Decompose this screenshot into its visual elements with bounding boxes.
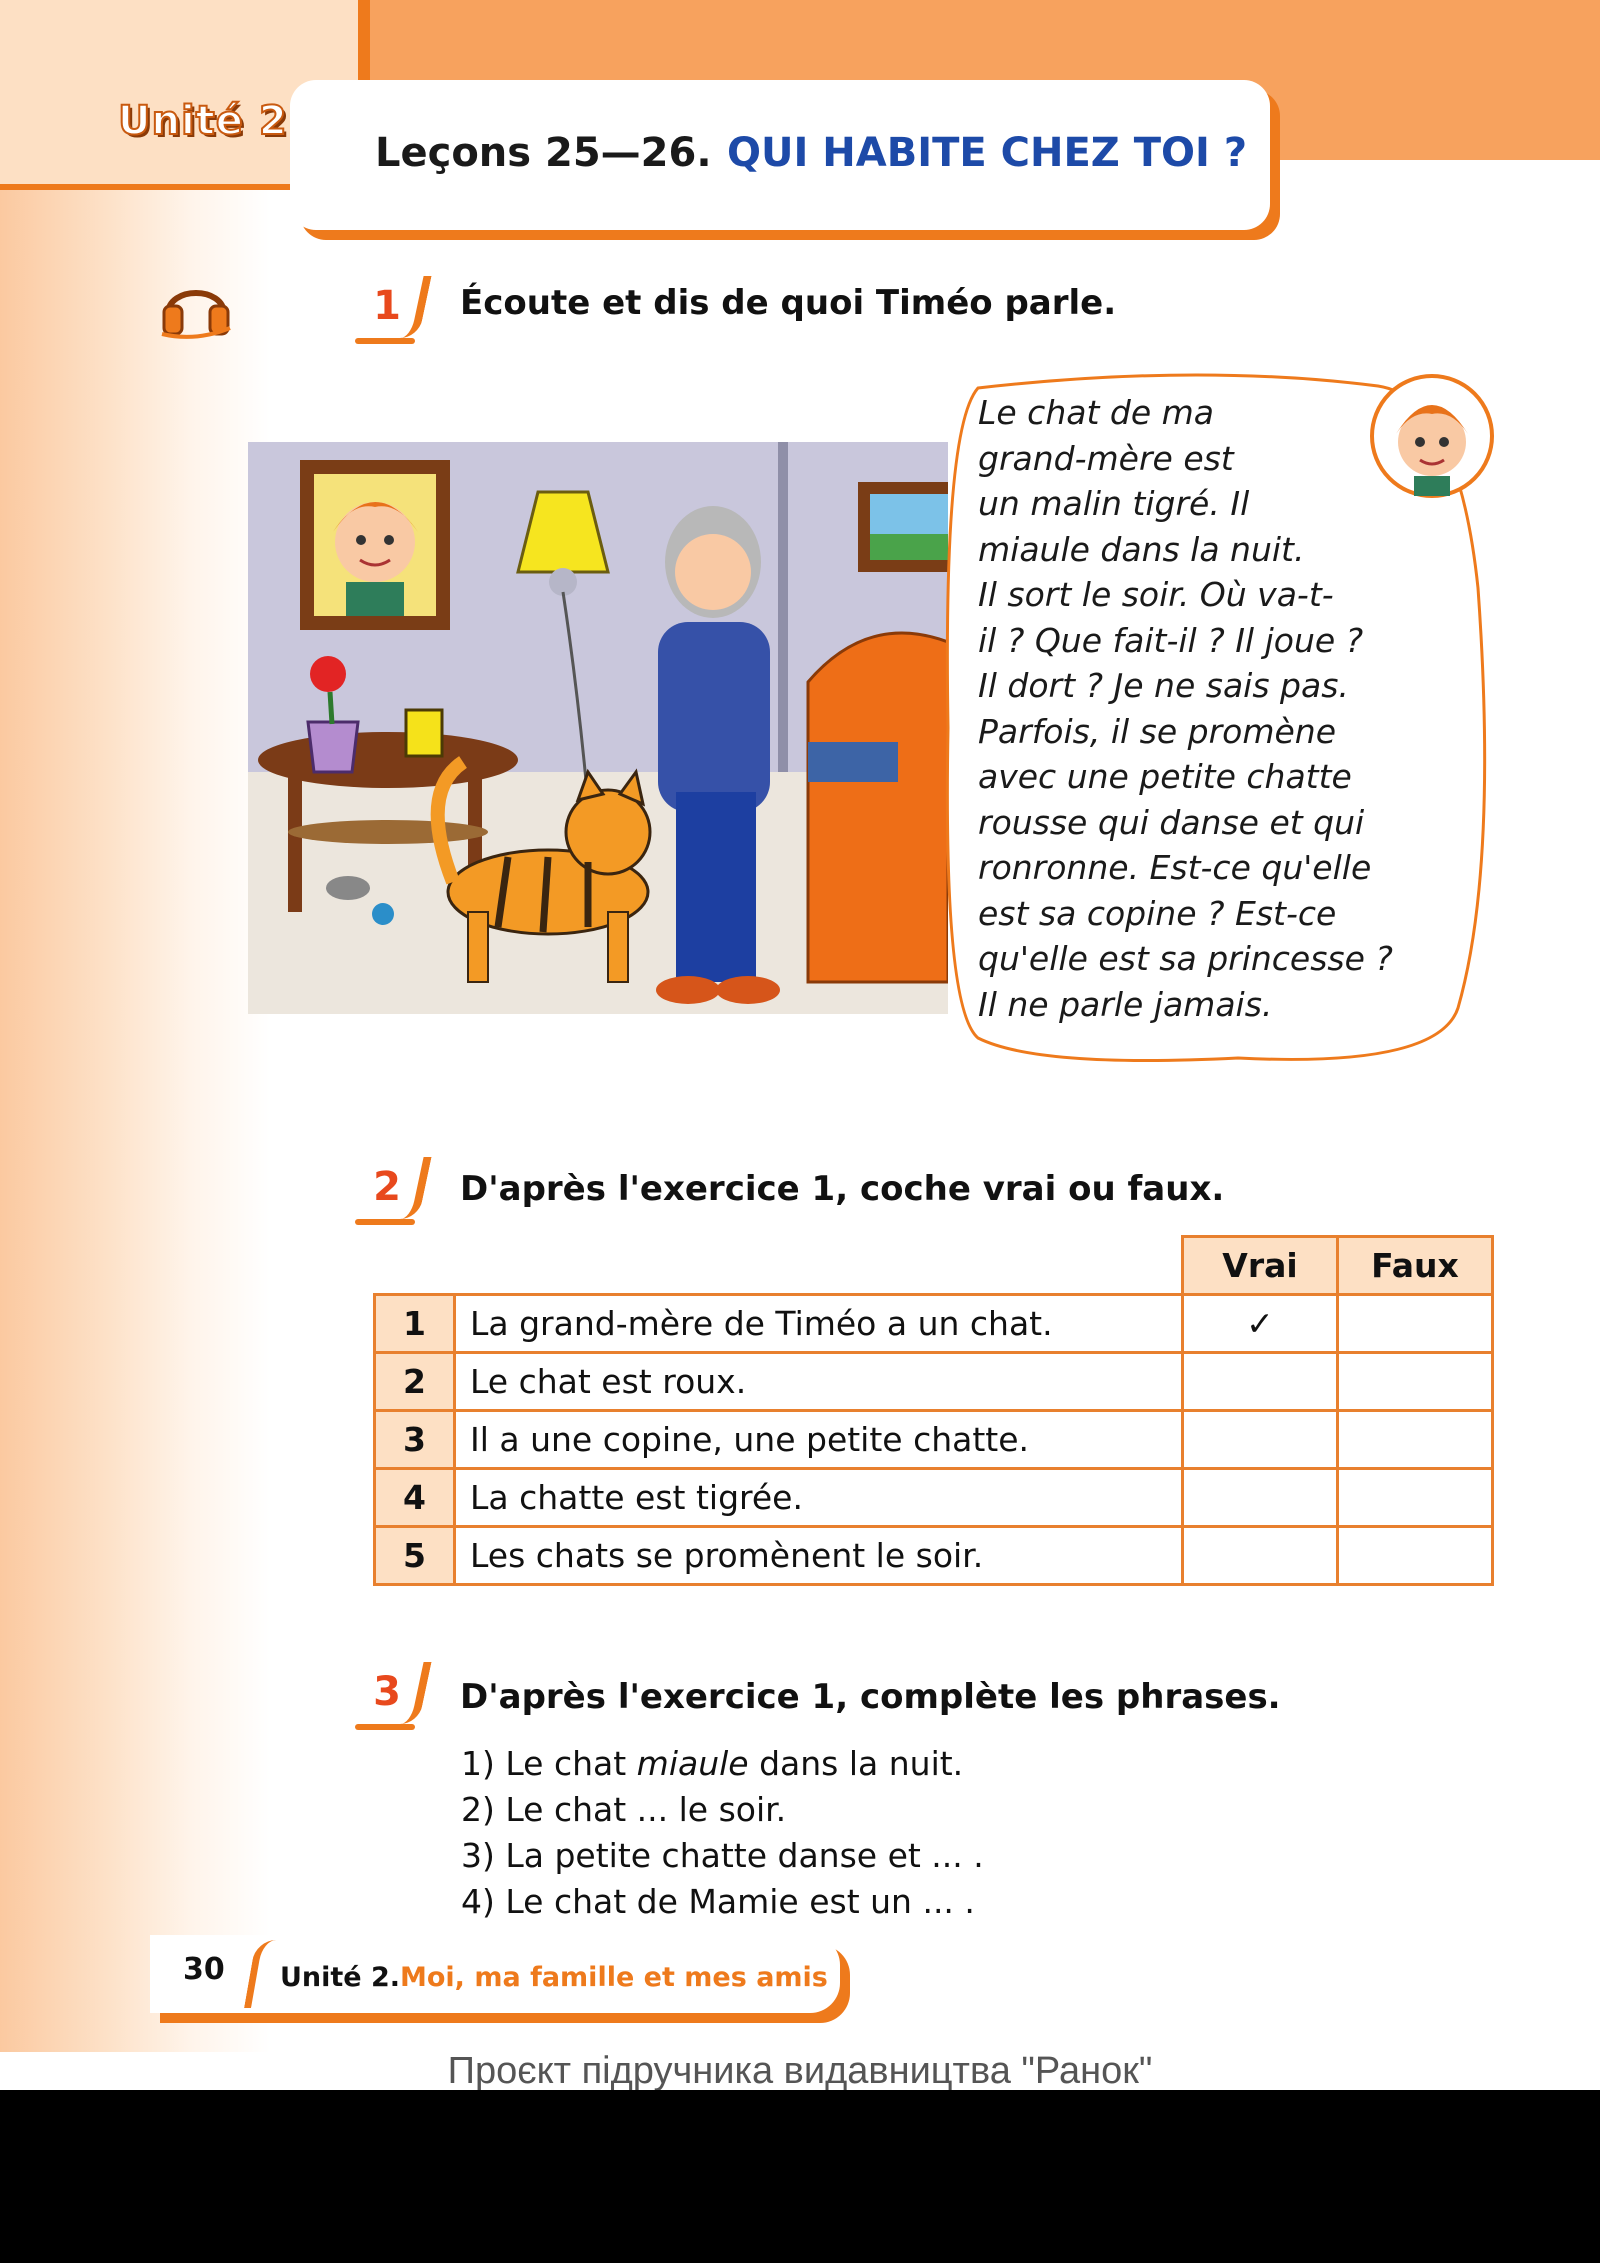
number-swoosh — [400, 1157, 431, 1219]
faux-checkbox[interactable] — [1338, 1353, 1493, 1411]
boy-avatar — [1368, 372, 1496, 500]
row-statement: Il a une copine, une petite chatte. — [455, 1411, 1183, 1469]
speech-line: grand-mère est — [978, 438, 1234, 478]
speech-line: un malin tigré. Il — [978, 484, 1250, 523]
table-row — [375, 1295, 1493, 1353]
exercise-1-title: Écoute et dis de quoi Timéo parle. — [460, 283, 1117, 323]
speech-line: avec une petite chatte — [978, 757, 1352, 796]
table-row — [375, 1527, 1493, 1585]
exercise-3-title: D'après l'exercice 1, complète les phrases. — [460, 1677, 1281, 1717]
speech-line: Il sort le soir. Où va-t- — [978, 575, 1334, 614]
sentence-text: 3) La petite chatte danse et ... . — [461, 1836, 984, 1875]
lesson-title: QUI HABITE CHEZ TOI ? — [727, 130, 1248, 176]
footer-unit: Unité 2. — [280, 1962, 401, 1993]
table-header-row — [375, 1237, 1493, 1295]
list-item — [461, 1741, 984, 1787]
vrai-checkbox[interactable]: ✓ — [1183, 1295, 1338, 1353]
true-false-table — [373, 1235, 1494, 1586]
exercise-2-number-text: 2 — [373, 1164, 401, 1210]
headphones-icon[interactable] — [160, 268, 232, 340]
number-swoosh — [400, 276, 431, 338]
table-row — [375, 1469, 1493, 1527]
number-underline — [355, 1219, 415, 1225]
sentence-text: 4) Le chat de Mamie est un ... . — [461, 1882, 975, 1921]
speech-line: ronronne. Est-ce qu'elle — [978, 848, 1372, 887]
speech-line: miaule dans la nuit. — [978, 529, 1305, 569]
table-header-blank — [375, 1237, 1183, 1295]
number-underline — [355, 1724, 415, 1730]
table-row — [375, 1353, 1493, 1411]
sentence-list — [461, 1741, 984, 1925]
vrai-checkbox[interactable] — [1183, 1411, 1338, 1469]
row-number: 1 — [375, 1295, 455, 1353]
row-statement: Le chat est roux. — [455, 1353, 1183, 1411]
vrai-checkbox[interactable] — [1183, 1469, 1338, 1527]
table-row — [375, 1411, 1493, 1469]
unit-label: Unité 2 — [118, 98, 288, 144]
speech-line: Le chat de ma — [978, 393, 1214, 432]
list-item — [461, 1787, 984, 1833]
number-swoosh — [400, 1662, 431, 1724]
number-underline — [355, 338, 415, 344]
exercise-2-title: D'après l'exercice 1, coche vrai ou faux. — [460, 1169, 1225, 1209]
faux-checkbox[interactable] — [1338, 1411, 1493, 1469]
footer-unit-title: Moi, ma famille et mes amis — [400, 1962, 828, 1993]
page-number: 30 — [183, 1952, 225, 1987]
row-statement: Les chats se promènent le soir. — [455, 1527, 1183, 1585]
sentence-italic-word: miaule — [636, 1744, 749, 1783]
vrai-checkbox[interactable] — [1183, 1527, 1338, 1585]
speech-line: Il dort ? Je ne sais pas. — [978, 666, 1349, 705]
list-item — [461, 1833, 984, 1879]
speech-line: il ? Que fait-il ? Il joue ? — [978, 620, 1364, 660]
living-room-illustration — [248, 442, 948, 1014]
row-statement: La chatte est tigrée. — [455, 1469, 1183, 1527]
lesson-numbers: Leçons 25—26. — [375, 130, 712, 176]
exercise-1-number-text: 1 — [373, 283, 401, 329]
list-item — [461, 1879, 984, 1925]
row-number: 5 — [375, 1527, 455, 1585]
column-header-faux: Faux — [1338, 1237, 1493, 1295]
sentence-text: 2) Le chat ... le soir. — [461, 1790, 787, 1829]
row-number: 4 — [375, 1469, 455, 1527]
sentence-end: dans la nuit. — [748, 1744, 964, 1783]
speech-line: Parfois, il se promène — [978, 711, 1337, 751]
sentence-start: 1) Le chat — [461, 1744, 637, 1783]
faux-checkbox[interactable] — [1338, 1469, 1493, 1527]
speech-line: rousse qui danse et qui — [978, 802, 1365, 842]
exercise-3-number-text: 3 — [373, 1669, 401, 1715]
column-header-vrai: Vrai — [1183, 1237, 1338, 1295]
faux-checkbox[interactable] — [1338, 1527, 1493, 1585]
publisher-note: Проєкт підручника видавництва "Ранок" — [0, 2052, 1600, 2090]
speech-line: qu'elle est sa princesse ? — [978, 939, 1393, 978]
exercise-1-number — [355, 276, 425, 346]
vrai-checkbox[interactable] — [1183, 1353, 1338, 1411]
row-statement: La grand-mère de Timéo a un chat. — [455, 1295, 1183, 1353]
exercise-2-number — [355, 1157, 425, 1227]
exercise-3-number — [355, 1662, 425, 1732]
faux-checkbox[interactable] — [1338, 1295, 1493, 1353]
row-number: 2 — [375, 1353, 455, 1411]
speech-line: Il ne parle jamais. — [978, 984, 1273, 1024]
row-number: 3 — [375, 1411, 455, 1469]
speech-line: est sa copine ? Est-ce — [978, 893, 1337, 933]
